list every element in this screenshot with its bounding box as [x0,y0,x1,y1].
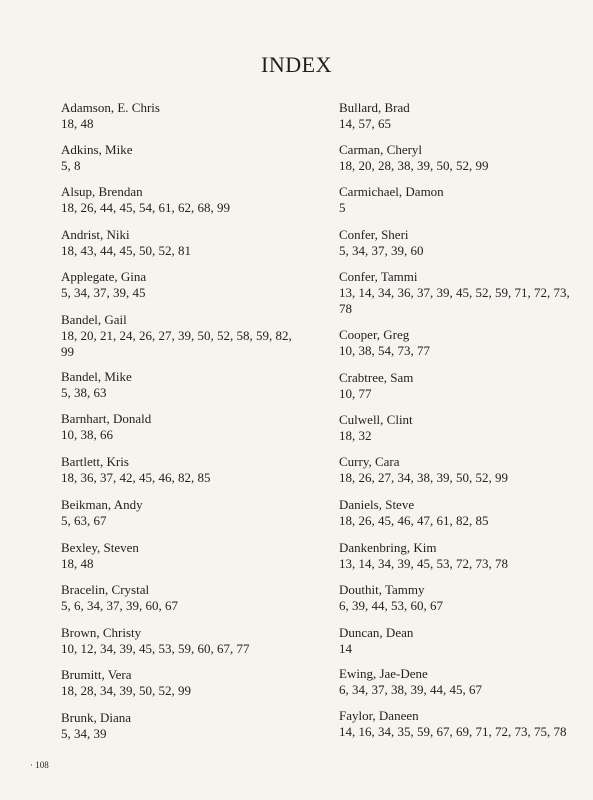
entry-pages: 18, 26, 44, 45, 54, 61, 62, 68, 99 [61,200,230,215]
entry-pages: 5, 34, 37, 39, 60 [339,243,424,258]
entry-name: Brunk, Diana [61,710,132,725]
entry-name: Bullard, Brad [339,100,410,115]
index-entry [339,708,579,740]
entry-pages: 18, 20, 21, 24, 26, 27, 39, 50, 52, 58, 59, 82, 99 [61,328,292,359]
entry-pages: 14 [339,641,352,656]
entry-pages: 5 [339,200,346,215]
entry-name: Ewing, Jae-Dene [339,666,428,681]
entry-name: Daniels, Steve [339,497,415,512]
entry-name: Curry, Cara [339,454,400,469]
index-entry [61,540,301,572]
index-entry [339,540,579,572]
entry-name: Confer, Sheri [339,227,409,242]
entry-name: Adamson, E. Chris [61,100,160,115]
entry-pages: 5, 6, 34, 37, 39, 60, 67 [61,598,178,613]
entry-pages: 6, 34, 37, 38, 39, 44, 45, 67 [339,682,482,697]
index-entry [61,369,301,401]
entry-pages: 13, 14, 34, 39, 45, 53, 72, 73, 78 [339,556,508,571]
entry-name: Adkins, Mike [61,142,133,157]
entry-name: Beikman, Andy [61,497,143,512]
index-entry [61,710,301,742]
entry-name: Andrist, Niki [61,227,130,242]
entry-pages: 18, 20, 28, 38, 39, 50, 52, 99 [339,158,489,173]
index-entry [61,227,301,259]
entry-name: Faylor, Daneen [339,708,419,723]
entry-name: Brumitt, Vera [61,667,132,682]
index-entry [339,184,579,216]
entry-pages: 18, 28, 34, 39, 50, 52, 99 [61,683,191,698]
entry-name: Dankenbring, Kim [339,540,437,555]
entry-pages: 5, 8 [61,158,81,173]
entry-name: Bracelin, Crystal [61,582,150,597]
entry-name: Carman, Cheryl [339,142,423,157]
entry-name: Brown, Christy [61,625,142,640]
entry-pages: 10, 77 [339,386,372,401]
entry-pages: 5, 38, 63 [61,385,107,400]
entry-name: Confer, Tammi [339,269,418,284]
entry-name: Bexley, Steven [61,540,139,555]
index-entry [61,582,301,614]
index-entry [339,497,579,529]
index-entry [61,497,301,529]
index-entry [339,412,579,444]
entry-pages: 18, 26, 45, 46, 47, 61, 82, 85 [339,513,489,528]
entry-pages: 5, 63, 67 [61,513,107,528]
entry-pages: 18, 43, 44, 45, 50, 52, 81 [61,243,191,258]
entry-name: Applegate, Gina [61,269,147,284]
page-title: INDEX [261,52,332,77]
entry-pages: 13, 14, 34, 36, 37, 39, 45, 52, 59, 71, 72, 73, 78 [339,285,570,316]
entry-name: Bartlett, Kris [61,454,129,469]
index-entry [61,184,301,216]
index-entry [61,269,301,301]
index-entry [61,667,301,699]
entry-name: Barnhart, Donald [61,411,152,426]
entry-pages: 18, 36, 37, 42, 45, 46, 82, 85 [61,470,211,485]
entry-pages: 18, 48 [61,556,94,571]
entry-pages: 14, 57, 65 [339,116,391,131]
entry-pages: 14, 16, 34, 35, 59, 67, 69, 71, 72, 73, 75, 78 [339,724,567,739]
index-entry [61,454,301,486]
index-entry [339,625,579,657]
index-entry [61,142,301,174]
entry-name: Bandel, Gail [61,312,127,327]
entry-name: Douthit, Tammy [339,582,425,597]
entry-name: Culwell, Clint [339,412,413,427]
entry-pages: 6, 39, 44, 53, 60, 67 [339,598,443,613]
entry-pages: 18, 32 [339,428,372,443]
index-entry [61,625,301,657]
index-entry [339,327,579,359]
page-number: · 108 [30,760,49,770]
entry-name: Alsup, Brendan [61,184,143,199]
entry-pages: 10, 12, 34, 39, 45, 53, 59, 60, 67, 77 [61,641,250,656]
index-entry [339,142,579,174]
index-entry [339,666,579,698]
entry-pages: 10, 38, 54, 73, 77 [339,343,430,358]
index-entry [61,100,301,132]
index-entry [339,269,579,317]
index-entry [339,100,579,132]
index-entry [339,370,579,402]
entry-name: Cooper, Greg [339,327,410,342]
index-entry [339,227,579,259]
entry-name: Bandel, Mike [61,369,132,384]
index-entry [61,411,301,443]
entry-pages: 18, 26, 27, 34, 38, 39, 50, 52, 99 [339,470,508,485]
entry-pages: 18, 48 [61,116,94,131]
entry-pages: 5, 34, 37, 39, 45 [61,285,146,300]
entry-name: Duncan, Dean [339,625,414,640]
entry-name: Crabtree, Sam [339,370,414,385]
entry-pages: 10, 38, 66 [61,427,113,442]
entry-pages: 5, 34, 39 [61,726,107,741]
index-entry [339,454,579,486]
index-entry [61,312,301,360]
entry-name: Carmichael, Damon [339,184,444,199]
index-entry [339,582,579,614]
